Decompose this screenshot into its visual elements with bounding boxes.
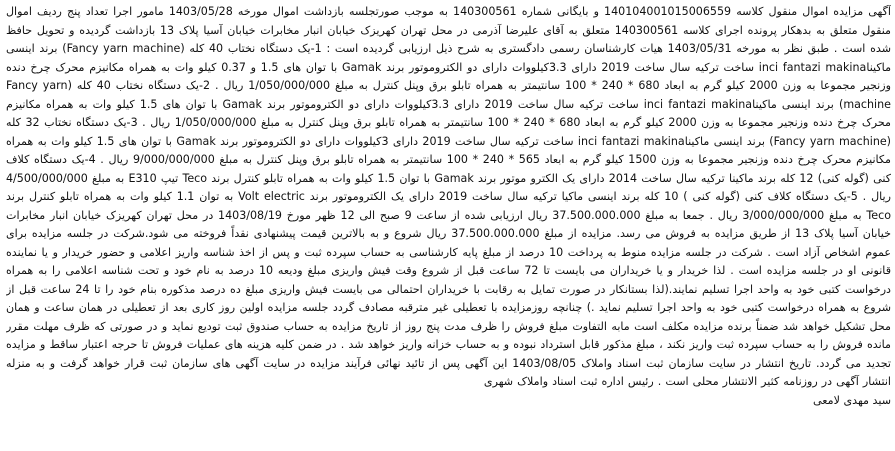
auction-notice-document (6, 3, 891, 449)
notice-signature: سید مهدی لامعی (813, 393, 891, 407)
notice-body-text: آگهی مزایده اموال منقول کلاسه 140104001015006559 و بایگانی شماره 140300561 به موجب صورتجلسه بازداشت اموال مورخه 1403/05/28 مامور اجرا تعداد پنج ردیف اموال منقول متعلق به بدهکار پرونده اجرای کلاسه 140300561 متعلق به آقای علیرضا آذرمی در محل تهران کهریزک خیابان انبار مخابرات خیابان آسیا پلاک 13 بازداشت گردیده و تحویل حافظ شده است . طبق نظر به مورخه 1403/05/31 هیات کارشناسان رسمی دادگستری به شرح ذیل ارزیابی گردیده است : 1-یک دستگاه نختاب 40 کله (Fancy yarn machine) برند اینسی ماکیناinci fantazi makina ساخت ترکیه سال ساخت 2019 دارای 3.3کیلووات دارای دو الکتروموتور برند Gamak با توان های 1.5 و 0.37 کیلو وات به همراه مکانیزم محرک چرخ دنده وزنجیر مجموعا به وزن 2000 کیلو گرم به ابعاد 680 * 240 * 100 سانتیمتر به همراه تابلو برق وپنل کنترل به مبلغ 1/050/000/000 ریال . 2-یک دستگاه نختاب 40 کله (Fancy yarn machine) برند اینسی ماکیناinci fantazi makina ساخت ترکیه سال ساخت 2019 دارای 3.3کیلووات دارای دو الکتروموتور برند Gamak با توان های 1.5 کیلو وات به همراه مکانیزم محرک چرخ دنده وزنجیر مجموعا به وزن 2000 کیلو گرم به ابعاد 680 * 240 * 100 سانتیمتر به همراه تابلو برق وپنل کنترل به مبلغ 1/050/000/000 ریال . 3-یک دستگاه نختاب 32 کله (Fancy yarn machine) برند اینسی ماکیناinci fantazi makina ساخت ترکیه سال ساخت 2019 دارای 3کیلووات دارای دو الکتروموتور برند Gamak با توان های 1.5 کیلو وات به همراه مکانیزم محرک چرخ دنده وزنجیر مجموعا به وزن 1500 کیلو گرم به ابعاد 565 * 240 * 100 سانتیمتر به همراه تابلو برق وپنل کنترل به مبلغ 9/000/000/000 ریال . 4-یک دستگاه کلاف کنی (گوله کنی) 12 کله برند ماکینا ترکیه سال ساخت 2014 دارای یک الکترو موتور برند Gamak با توان 1.5 کیلو وات به همراه تابلو کنترل برند Teco تیپ E310 به مبلغ 4/500/000/000 ریال . 5-یک دستگاه کلاف کنی (گوله کنی ) 10 کله برند اینسی ماکیا ترکیه سال ساخت 2019 دارای یک الکتروموتور برند Volt electric به توان 1.1 کیلو وات به همراه تابلو کنترل برند Teco به مبلغ 3/000/000/000 ریال . جمعا به مبلغ 37.500.000.000 ریال ارزیابی شده از ساعت 9 صبح الی 12 ظهر مورخ 1403/08/19 در محل تهران کهریزک خیابان انبار مخابرات خیابان آسیا پلاک 13 از طریق مزایده به فروش می رسد. مزایده از مبلغ 37.500.000.000 ریال شروع و به بالاترین قیمت پیشنهادی نقداً فروخته می شود.شرکت در جلسه مزایده برای عموم اشخاص آزاد است . شرکت در جلسه مزایده منوط به پرداخت 10 درصد از مبلغ پایه کارشناسی به حساب سپرده ثبت و پس از اخذ شناسه واریز اعلامی و حضور خریدار و یا نماینده قانونی او در جلسه مزایده است . لذا خریدار و یا خریداران می بایست تا 72 ساعت قبل از شروع وقت فیش واریزی مبلغ ودیعه 10 درصد به نام خود و تحت شناسه اعلامی را به همراه درخواست کتبی خود به واحد اجرا تسلیم نمایند.(لذا بستانکار در صورت تمایل به رقابت با خریداران احتمالی می بایست فیش واریزی مبلغ ده درصد مذکوره بنام خود را تا 24 ساعت قبل از شروع به همراه درخواست کتبی خود به واحد اجرا تسلیم نماید .) چنانچه روزمزایده با تعطیلی غیر مترقبه مصادف گردد جلسه مزایده اولین روز کاری بعد از تعطیلی در همان ساعت و همان محل تشکیل خواهد شد ضمناً برنده مزایده مکلف است مابه التفاوت مبلغ فروش را ظرف مدت پنج روز از تاریخ مزایده به حساب صندوق ثبت تودیع نماید و در صورتی که ظرف مهلت مقرر مانده فروش را به حساب سپرده ثبت واریز نکند ، مبلغ مذکور قابل استرداد نبوده و به حساب خزانه واریز خواهد شد . در ضمن کلیه هزینه های عملیات فروش تا حرجه اعتبار ساقط و مزایده تجدید می گردد. تاریخ انتشار در سایت سازمان ثبت اسناد واملاک 1403/08/05 این آگهی پس از تائید نهائی فرآیند مزایده در سایت آگهی های سازمان ثبت قرار خواهد گرفت و به منزله انتشار آگهی در روزنامه کثیر الانتشار محلی است . رئیس اداره ثبت اسناد واملاک شهری (6, 5, 891, 388)
